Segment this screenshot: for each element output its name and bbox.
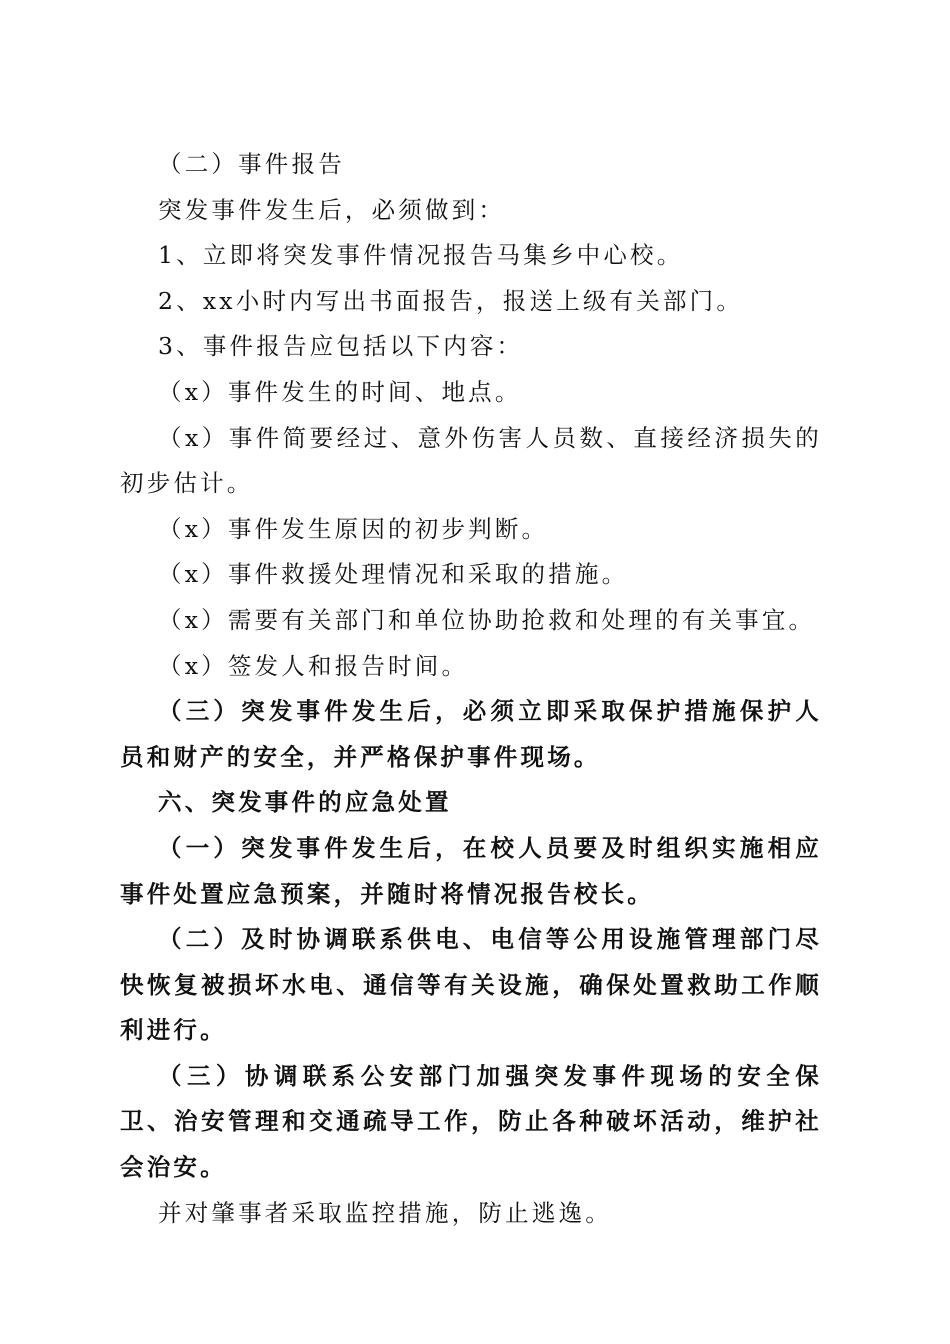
response-item-2: （二）及时协调联系供电、电信等公用设施管理部门尽快恢复被损坏水电、通信等有关设施，确保处置救助工作顺利进行。 [120,925,822,1045]
report-content-item-summary: （x）事件简要经过、意外伤害人员数、直接经济损失的初步估计。 [120,423,822,498]
subsection-heading-event-report: （二）事件报告 [158,150,345,178]
paragraph-monitor-offender: 并对肇事者采取监控措施，防止逃逸。 [158,1198,612,1227]
response-item-1: （一）突发事件发生后，在校人员要及时组织实施相应事件处置应急预案，并随时将情况报告校长。 [120,833,822,908]
subsection-protect-scene: （三）突发事件发生后，必须立即采取保护措施保护人员和财产的安全，并严格保护事件现场。 [120,697,822,771]
report-content-item-time-place: （x）事件发生的时间、地点。 [158,377,522,406]
list-item-1: 1、立即将突发事件情况报告马集乡中心校。 [158,241,684,270]
paragraph-requirements-intro: 突发事件发生后，必须做到： [158,195,506,224]
report-content-item-signer: （x）签发人和报告时间。 [158,651,469,680]
report-content-item-assistance: （x）需要有关部门和单位协助抢救和处理的有关事宜。 [158,605,816,634]
response-item-3: （三）协调联系公安部门加强突发事件现场的安全保卫、治安管理和交通疏导工作，防止各种破坏活动，维护社会治安。 [120,1061,822,1182]
report-content-item-cause: （x）事件发生原因的初步判断。 [158,514,549,543]
report-content-item-rescue: （x）事件救援处理情况和采取的措施。 [158,560,629,589]
list-item-3: 3、事件报告应包括以下内容： [158,332,524,361]
section-heading-emergency-response: 六、突发事件的应急处置 [158,788,452,817]
list-item-2: 2、xx小时内写出书面报告，报送上级有关部门。 [158,286,744,315]
document-body [120,142,822,1236]
